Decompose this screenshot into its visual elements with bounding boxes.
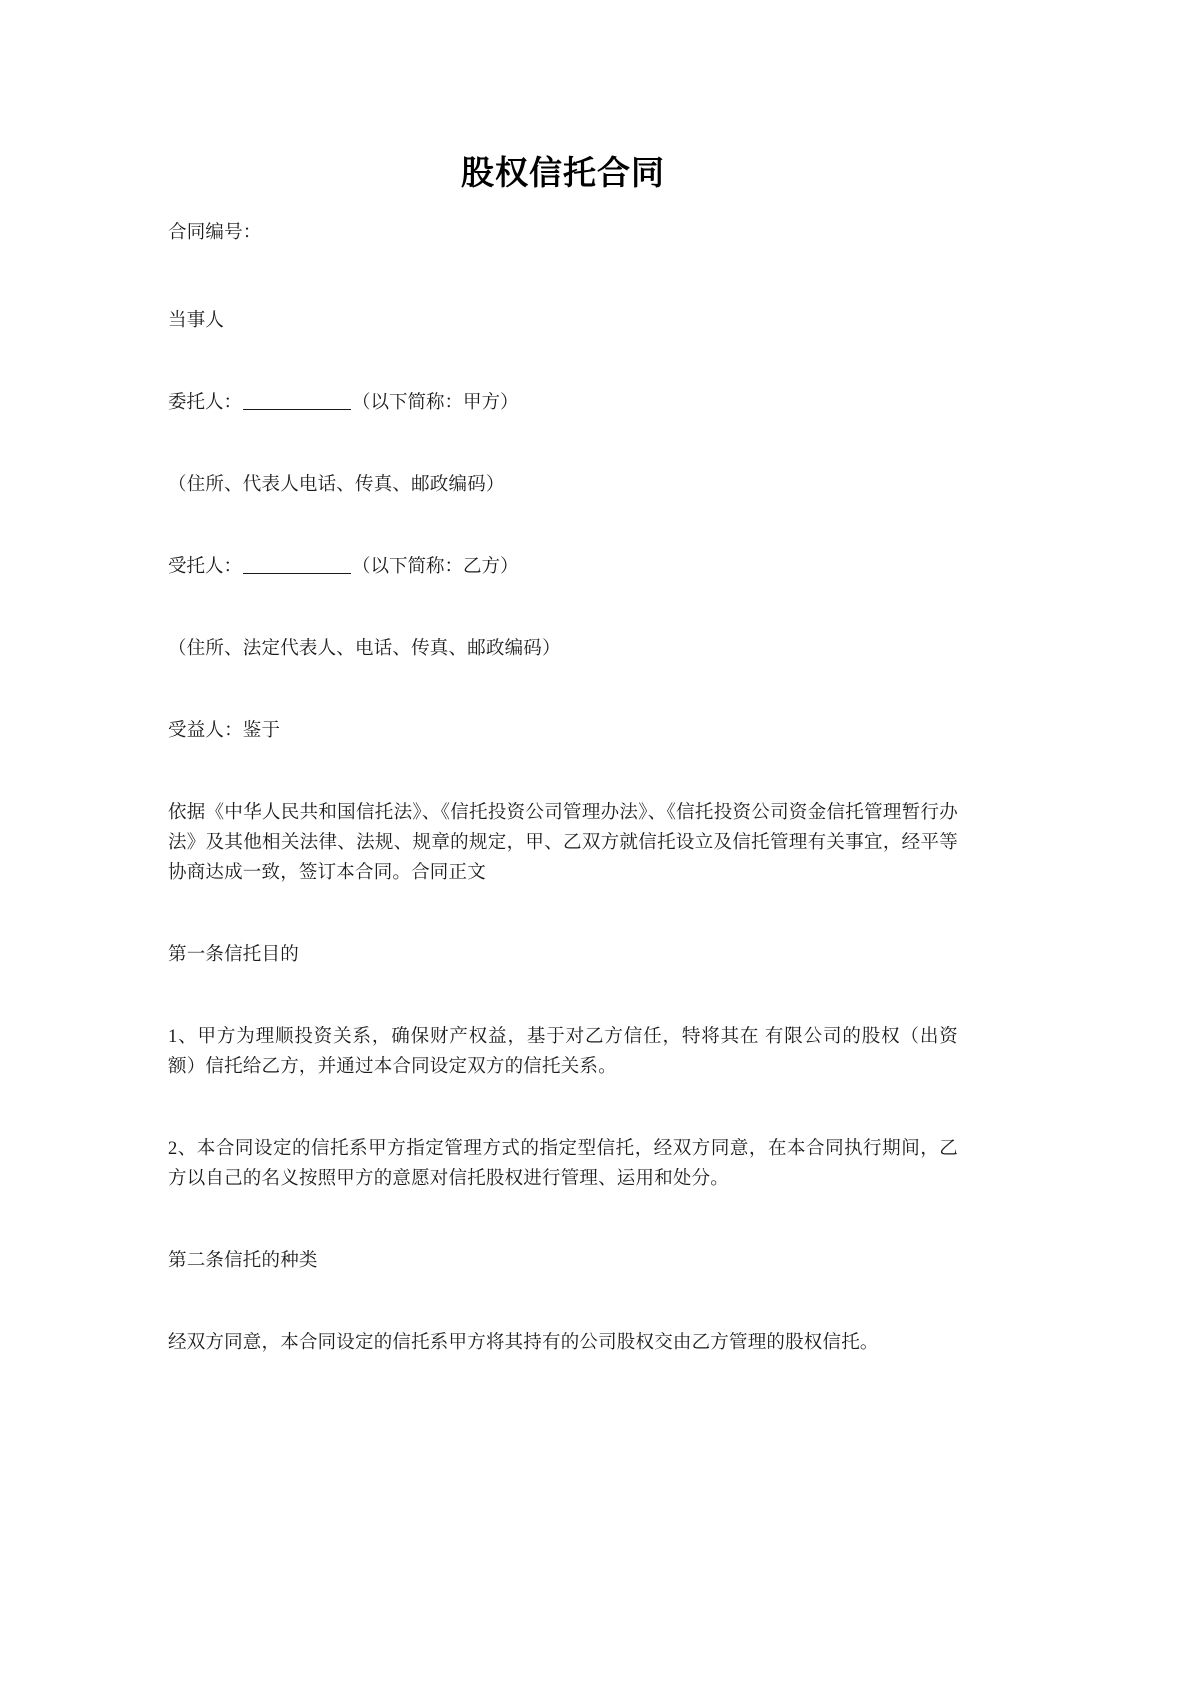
settlor-suffix: （以下简称：甲方）	[352, 393, 519, 414]
trustee-label: 受托人：	[168, 557, 243, 578]
spacer	[168, 1083, 958, 1135]
spacer	[168, 501, 958, 553]
spacer	[168, 971, 958, 1023]
spacer	[168, 747, 958, 799]
trustee-details: （住所、法定代表人、电话、传真、邮政编码）	[168, 639, 561, 660]
trustee-suffix: （以下简称：乙方）	[352, 557, 519, 578]
spacer	[168, 1277, 958, 1329]
settlor-blank-field[interactable]	[243, 395, 351, 410]
spacer	[168, 337, 958, 389]
article-one-item-2: 2、本合同设定的信托系甲方指定管理方式的指定型信托，经双方同意，在本合同执行期间，乙方以自己的名义按照甲方的意愿对信托股权进行管理、运用和处分。	[168, 1138, 958, 1189]
spacer	[168, 249, 958, 307]
spacer	[168, 665, 958, 717]
spacer	[168, 1195, 958, 1247]
contract-number-label: 合同编号：	[168, 223, 262, 244]
article-one-item-1: 1、甲方为理顺投资关系，确保财产权益，基于对乙方信任，特将其在 有限公司的股权（出资额）信托给乙方，并通过本合同设定双方的信托关系。	[168, 1026, 958, 1077]
legal-basis-paragraph: 依据《中华人民共和国信托法》、《信托投资公司管理办法》、《信托投资公司资金信托管理暂行办法》及其他相关法律、法规、规章的规定，甲、乙双方就信托设立及信托管理有关事宜，经平等协商达成一致，签订本合同。合同正文	[168, 803, 958, 883]
trustee-blank-field[interactable]	[243, 559, 351, 574]
document-body	[168, 0, 958, 1359]
spacer	[168, 419, 958, 471]
article-two-body: 经双方同意，本合同设定的信托系甲方将其持有的公司股权交由乙方管理的股权信托。	[168, 1332, 879, 1353]
spacer	[168, 193, 958, 219]
beneficiary-line: 受益人：鉴于	[168, 721, 281, 742]
settlor-details: （住所、代表人电话、传真、邮政编码）	[168, 475, 505, 496]
article-one-heading: 第一条信托目的	[168, 944, 299, 965]
spacer	[168, 583, 958, 635]
settlor-line	[168, 389, 958, 419]
article-two-heading: 第二条信托的种类	[168, 1250, 318, 1271]
trustee-line	[168, 553, 958, 583]
spacer	[168, 889, 958, 941]
settlor-label: 委托人：	[168, 393, 243, 414]
page-title: 股权信托合同	[461, 153, 665, 192]
parties-heading: 当事人	[168, 311, 225, 332]
